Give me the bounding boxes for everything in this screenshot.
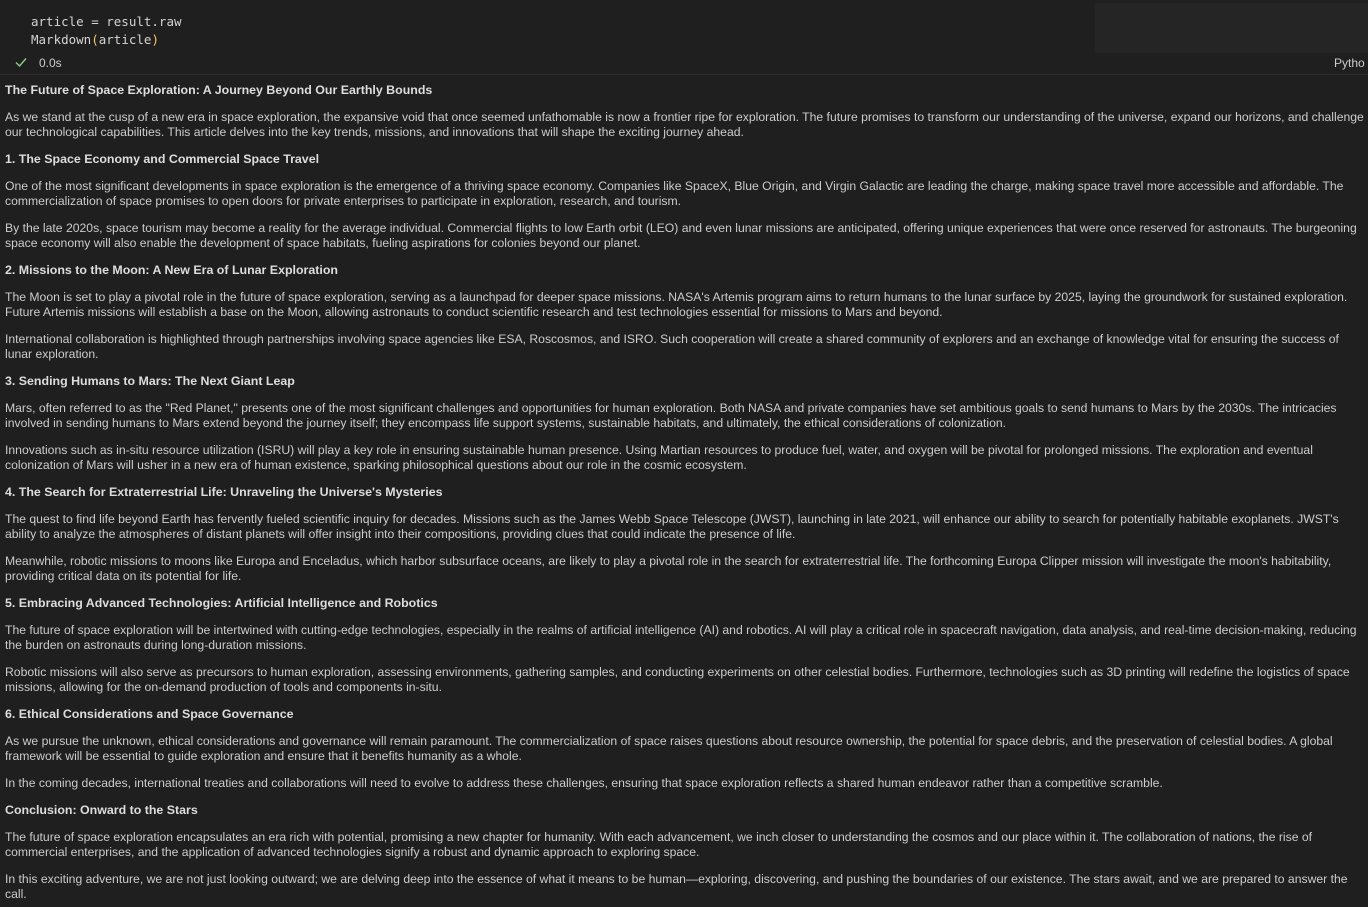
code-argument: article — [98, 32, 152, 47]
cell-status-bar — [0, 53, 1368, 75]
section-heading: 1. The Space Economy and Commercial Space Travel — [5, 152, 320, 166]
section-paragraph: Robotic missions will also serve as precursors to human exploration, assessing environments, gathering samples, and conducting experiments on other celestial bodies. Furthermore, technologies such as 3D printing will redefine the logistics of space missions, allowing for the on-demand production of tools and components in-situ. — [5, 665, 1350, 694]
section-paragraph: In the coming decades, international treaties and collaborations will need to evolve to address these challenges, ensuring that space exploration reflects a shared human endeavor rather than a competitive scramble. — [5, 776, 1163, 790]
section-heading: 4. The Search for Extraterrestrial Life: Unraveling the Universe's Mysteries — [5, 485, 443, 499]
cell-side-panel — [1095, 3, 1368, 53]
kernel-language-label[interactable]: Pytho — [1334, 56, 1365, 70]
section-paragraph: In this exciting adventure, we are not just looking outward; we are delving deep into the essence of what it means to be human—exploring, discovering, and pushing the boundaries of our existence. The stars await, and we are prepared to answer the call. — [5, 872, 1348, 901]
code-cell[interactable] — [0, 0, 1368, 53]
section-paragraph: The quest to find life beyond Earth has fervently fueled scientific inquiry for decades. Missions such as the James Webb Space Telescope (JWST), launching in late 2021, will enhance our ability to search for potentially habitable exoplanets. JWST's ability to analyze the atmospheres of distant planets will offer insight into their compositions, providing clues that could indicate the presence of life. — [5, 512, 1339, 541]
section-paragraph: The future of space exploration encapsulates an era rich with potential, promising a new chapter for humanity. With each advancement, we inch closer to understanding the cosmos and our place within it. The collaboration of nations, the rise of commercial enterprises, and the application of advanced technologies signify a robust and dynamic approach to exploring space. — [5, 830, 1313, 859]
code-paren-open: ( — [91, 32, 99, 47]
execution-time: 0.0s — [39, 56, 62, 70]
section-paragraph: The Moon is set to play a pivotal role in the future of space exploration, serving as a launchpad for deeper space missions. NASA's Artemis program aims to return humans to the lunar surface by 2025, laying the groundwork for sustained exploration. Future Artemis missions will establish a base on the Moon, allowing astronauts to conduct scientific research and test technologies essential for missions to Mars and beyond. — [5, 290, 1348, 319]
check-icon — [14, 55, 28, 69]
code-paren-close: ) — [151, 32, 159, 47]
conclusion-heading: Conclusion: Onward to the Stars — [5, 803, 198, 817]
code-editor[interactable] — [31, 13, 182, 49]
markdown-output — [5, 75, 1368, 906]
section-paragraph: As we pursue the unknown, ethical considerations and governance will remain paramount. The commercialization of space raises questions about resource ownership, the potential for space debris, and the preservation of celestial bodies. A global framework will be essential to guide exploration and ensure that it benefits humanity as a whole. — [5, 734, 1333, 763]
code-line-2 — [31, 32, 159, 47]
section-heading: 3. Sending Humans to Mars: The Next Giant Leap — [5, 374, 295, 388]
code-line-1: article = result.raw — [31, 14, 182, 29]
section-paragraph: Innovations such as in-situ resource utilization (ISRU) will play a key role in ensuring sustainable human presence. Using Martian resources to produce fuel, water, and oxygen will be pivotal for prolonged missions. The exploration and eventual colonization of Mars will usher in a new era of human existence, sparking philosophical questions about our role in the cosmic ecosystem. — [5, 443, 1313, 472]
section-heading: 2. Missions to the Moon: A New Era of Lunar Exploration — [5, 263, 338, 277]
section-paragraph: By the late 2020s, space tourism may become a reality for the average individual. Commercial flights to low Earth orbit (LEO) and even lunar missions are anticipated, offering unique experiences that were once reserved for astronauts. The burgeoning space economy will also enable the development of space habitats, fueling aspirations for colonies beyond our planet. — [5, 221, 1357, 250]
section-paragraph: Mars, often referred to as the "Red Planet," presents one of the most significant challenges and opportunities for human exploration. Both NASA and private companies have set ambitious goals to send humans to Mars by the 2030s. The intricacies involved in sending humans to Mars extend beyond the journey itself; they encompass life support systems, sustainable habitats, and ultimately, the ethical considerations of colonization. — [5, 401, 1337, 430]
section-heading: 6. Ethical Considerations and Space Governance — [5, 707, 294, 721]
code-function: Markdown — [31, 32, 92, 47]
section-heading: 5. Embracing Advanced Technologies: Artificial Intelligence and Robotics — [5, 596, 438, 610]
section-paragraph: One of the most significant developments in space exploration is the emergence of a thriving space economy. Companies like SpaceX, Blue Origin, and Virgin Galactic are leading the charge, making space travel more accessible and affordable. The commercialization of space promises to open doors for private enterprises to participate in exploration, research, and tourism. — [5, 179, 1344, 208]
section-paragraph: The future of space exploration will be intertwined with cutting-edge technologies, especially in the realms of artificial intelligence (AI) and robotics. AI will play a critical role in spacecraft navigation, data analysis, and real-time decision-making, reducing the burden on astronauts during long-duration missions. — [5, 623, 1357, 652]
article-title: The Future of Space Exploration: A Journey Beyond Our Earthly Bounds — [5, 83, 433, 97]
section-paragraph: International collaboration is highlighted through partnerships involving space agencies like ESA, Roscosmos, and ISRO. Such cooperation will create a shared community of explorers and an exchange of knowledge vital for ensuring the success of lunar exploration. — [5, 332, 1339, 361]
section-paragraph: Meanwhile, robotic missions to moons like Europa and Enceladus, which harbor subsurface oceans, are likely to play a pivotal role in the search for extraterrestrial life. The forthcoming Europa Clipper mission will investigate the moon's habitability, providing critical data on its potential for life. — [5, 554, 1332, 583]
article-intro: As we stand at the cusp of a new era in space exploration, the expansive void that once seemed unfathomable is now a frontier ripe for exploration. The future promises to transform our understanding of the universe, expand our horizons, and challenge our technological capabilities. This article delves into the key trends, missions, and innovations that will shape the exciting journey ahead. — [5, 110, 1364, 139]
